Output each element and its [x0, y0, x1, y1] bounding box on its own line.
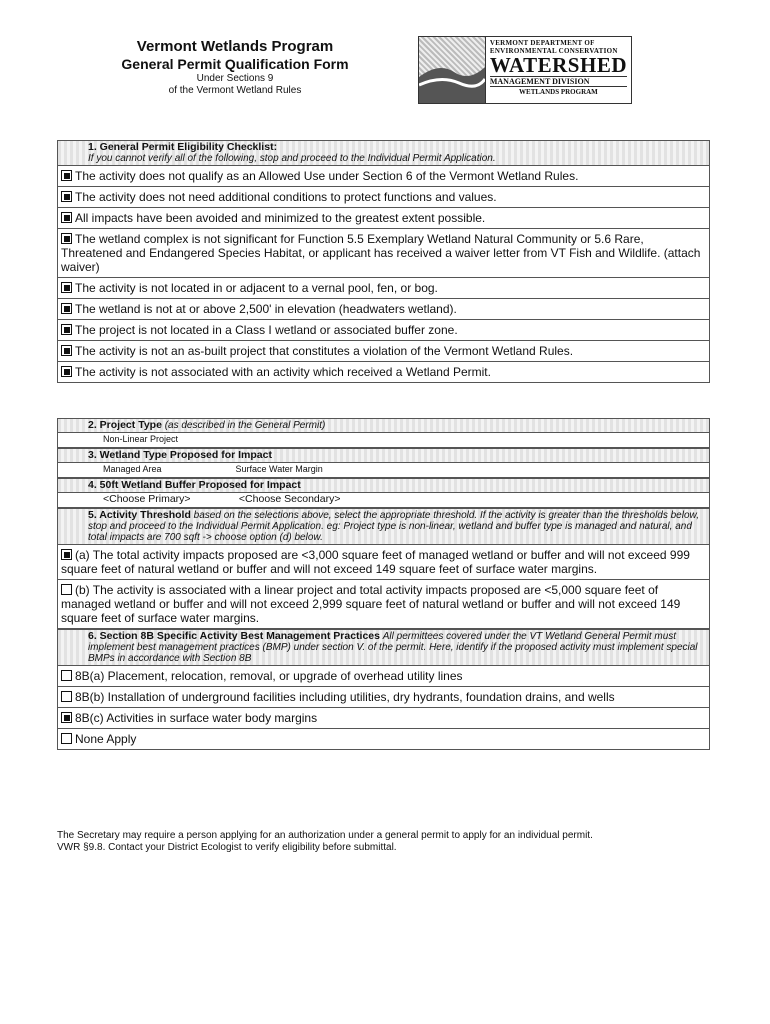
- section-1-note: If you cannot verify all of the following, stop and proceed to the Individual Permit Application.: [88, 153, 496, 164]
- wetland-type-primary[interactable]: Managed Area: [103, 464, 162, 474]
- eligibility-item[interactable]: [57, 229, 710, 278]
- eligibility-checkbox[interactable]: [61, 233, 72, 244]
- threshold-option-b[interactable]: [57, 580, 710, 629]
- bmp-label: 8B(a) Placement, relocation, removal, or upgrade of overhead utility lines: [75, 669, 463, 683]
- eligibility-label: The activity does not need additional conditions to protect functions and values.: [75, 190, 497, 204]
- program-title: Vermont Wetlands Program: [136, 38, 334, 55]
- bmp-checkbox[interactable]: [61, 733, 72, 744]
- eligibility-checkbox[interactable]: [61, 282, 72, 293]
- section-6-note: All permittees covered under the VT Wetland General Permit must implement best management practices (BMP) under section V. of the permit. Here, identify if the proposed activity must implement special BMPs in accordance with Section 8B: [88, 631, 698, 664]
- wetland-type-secondary[interactable]: Surface Water Margin: [235, 464, 323, 474]
- eligibility-label: The project is not located in a Class I wetland or associated buffer zone.: [75, 323, 458, 337]
- eligibility-checkbox[interactable]: [61, 212, 72, 223]
- bmp-item[interactable]: [57, 666, 710, 687]
- eligibility-checkbox[interactable]: [61, 170, 72, 181]
- wetland-type-row: [57, 463, 710, 478]
- eligibility-label: The wetland is not at or above 2,500' in elevation (headwaters wetland).: [75, 302, 457, 316]
- threshold-a-checkbox[interactable]: [61, 549, 72, 560]
- eligibility-label: All impacts have been avoided and minimized to the greatest extent possible.: [75, 211, 486, 225]
- buffer-secondary-select[interactable]: <Choose Secondary>: [238, 493, 341, 505]
- section-1: [57, 140, 710, 383]
- section-1-header: [57, 140, 710, 166]
- eligibility-label: The activity is not located in or adjacent to a vernal pool, fen, or bog.: [75, 281, 438, 295]
- eligibility-checkbox[interactable]: [61, 303, 72, 314]
- eligibility-label: The activity is not an as-built project that constitutes a violation of the Vermont Wetland Rules.: [75, 344, 574, 358]
- eligibility-item[interactable]: [57, 299, 710, 320]
- logo-program: WETLANDS PROGRAM: [519, 88, 598, 96]
- project-type-select[interactable]: [57, 433, 710, 448]
- footer-line-2: VWR §9.8. Contact your District Ecologist to verify eligibility before submittal.: [57, 842, 397, 853]
- section-2-header: [57, 418, 710, 433]
- bmp-checkbox[interactable]: [61, 691, 72, 702]
- section-6-title: 6. Section 8B Specific Activity Best Management Practices: [88, 630, 380, 642]
- threshold-b-label: (b) The activity is associated with a linear project and total activity impacts proposed are <5,000 square feet of managed wetland or buffer and will not exceed 2,999 square feet of natural wetland or buffer and will not exceed 149 square feet of surface water margins.: [61, 583, 681, 625]
- eligibility-label: The activity does not qualify as an Allowed Use under Section 6 of the Vermont Wetland Rules.: [75, 169, 579, 183]
- threshold-a-label: (a) The total activity impacts proposed are <3,000 square feet of managed wetland or buffer and will not exceed 999 square feet of natural wetland or buffer and will not exceed 149 square feet of surface water margins.: [61, 548, 690, 576]
- section-1-title: 1. General Permit Eligibility Checklist:: [88, 141, 278, 153]
- eligibility-item[interactable]: [57, 320, 710, 341]
- logo-department: VERMONT DEPARTMENT OF ENVIRONMENTAL CONSERVATION: [489, 39, 618, 55]
- section-2-title: 2. Project Type: [88, 419, 162, 431]
- threshold-option-a[interactable]: [57, 545, 710, 580]
- section-3-header: [57, 448, 710, 463]
- eligibility-item[interactable]: [57, 362, 710, 383]
- footer-note: [57, 830, 717, 854]
- landscape-logo-icon: [419, 37, 486, 103]
- eligibility-checkbox[interactable]: [61, 191, 72, 202]
- form-title: General Permit Qualification Form: [121, 56, 349, 72]
- bmp-item[interactable]: [57, 708, 710, 729]
- eligibility-item[interactable]: [57, 166, 710, 187]
- section-5-note: based on the selections above, select the appropriate threshold. If the activity is greater than the thresholds below, stop and proceed to the Individual Permit Application. eg: Project type is non-linear, wetland and buffer type is managed and natural, and total impacts are 700 sqft -> choose option (d) below.: [88, 510, 699, 543]
- eligibility-label: The activity is not associated with an activity which received a Wetland Permit.: [75, 365, 491, 379]
- bmp-label: 8B(b) Installation of underground facilities including utilities, dry hydrants, foundation drains, and wells: [75, 690, 615, 704]
- section-6-header: [57, 629, 710, 666]
- bmp-label: 8B(c) Activities in surface water body margins: [75, 711, 318, 725]
- eligibility-checkbox[interactable]: [61, 324, 72, 335]
- buffer-type-row: [57, 493, 710, 508]
- eligibility-item[interactable]: [57, 278, 710, 299]
- sections-line: Under Sections 9: [196, 73, 274, 84]
- bmp-checkbox[interactable]: [61, 712, 72, 723]
- bmp-item[interactable]: [57, 687, 710, 708]
- eligibility-item[interactable]: [57, 208, 710, 229]
- eligibility-label: The wetland complex is not significant for Function 5.5 Exemplary Wetland Natural Community or 5.6 Rare, Threatened and Endangered Species Habitat, or applicant has received a waiver letter from VT Fish and Wildlife. (attach waiver): [61, 232, 701, 274]
- section-4-title: 4. 50ft Wetland Buffer Proposed for Impact: [88, 479, 301, 491]
- rules-line: of the Vermont Wetland Rules: [168, 85, 302, 96]
- logo-name: WATERSHED: [489, 53, 627, 77]
- form-header: [100, 38, 370, 97]
- section-5-header: [57, 508, 710, 545]
- bmp-label: None Apply: [75, 732, 137, 746]
- bmp-checkbox[interactable]: [61, 670, 72, 681]
- section-3-title: 3. Wetland Type Proposed for Impact: [88, 449, 272, 461]
- project-type-value: Non-Linear Project: [103, 434, 179, 444]
- watershed-logo: [418, 36, 632, 104]
- buffer-primary-select[interactable]: <Choose Primary>: [103, 493, 191, 505]
- eligibility-item[interactable]: [57, 187, 710, 208]
- footer-line-1: The Secretary may require a person applying for an authorization under a general permit to apply for an individual permit.: [57, 830, 593, 841]
- bmp-item[interactable]: [57, 729, 710, 750]
- logo-division: MANAGEMENT DIVISION: [490, 76, 627, 87]
- eligibility-checkbox[interactable]: [61, 345, 72, 356]
- section-2: [57, 418, 710, 750]
- section-2-note: (as described in the General Permit): [164, 420, 326, 431]
- eligibility-item[interactable]: [57, 341, 710, 362]
- threshold-b-checkbox[interactable]: [61, 584, 72, 595]
- section-5-title: 5. Activity Threshold: [88, 509, 191, 521]
- section-4-header: [57, 478, 710, 493]
- eligibility-checkbox[interactable]: [61, 366, 72, 377]
